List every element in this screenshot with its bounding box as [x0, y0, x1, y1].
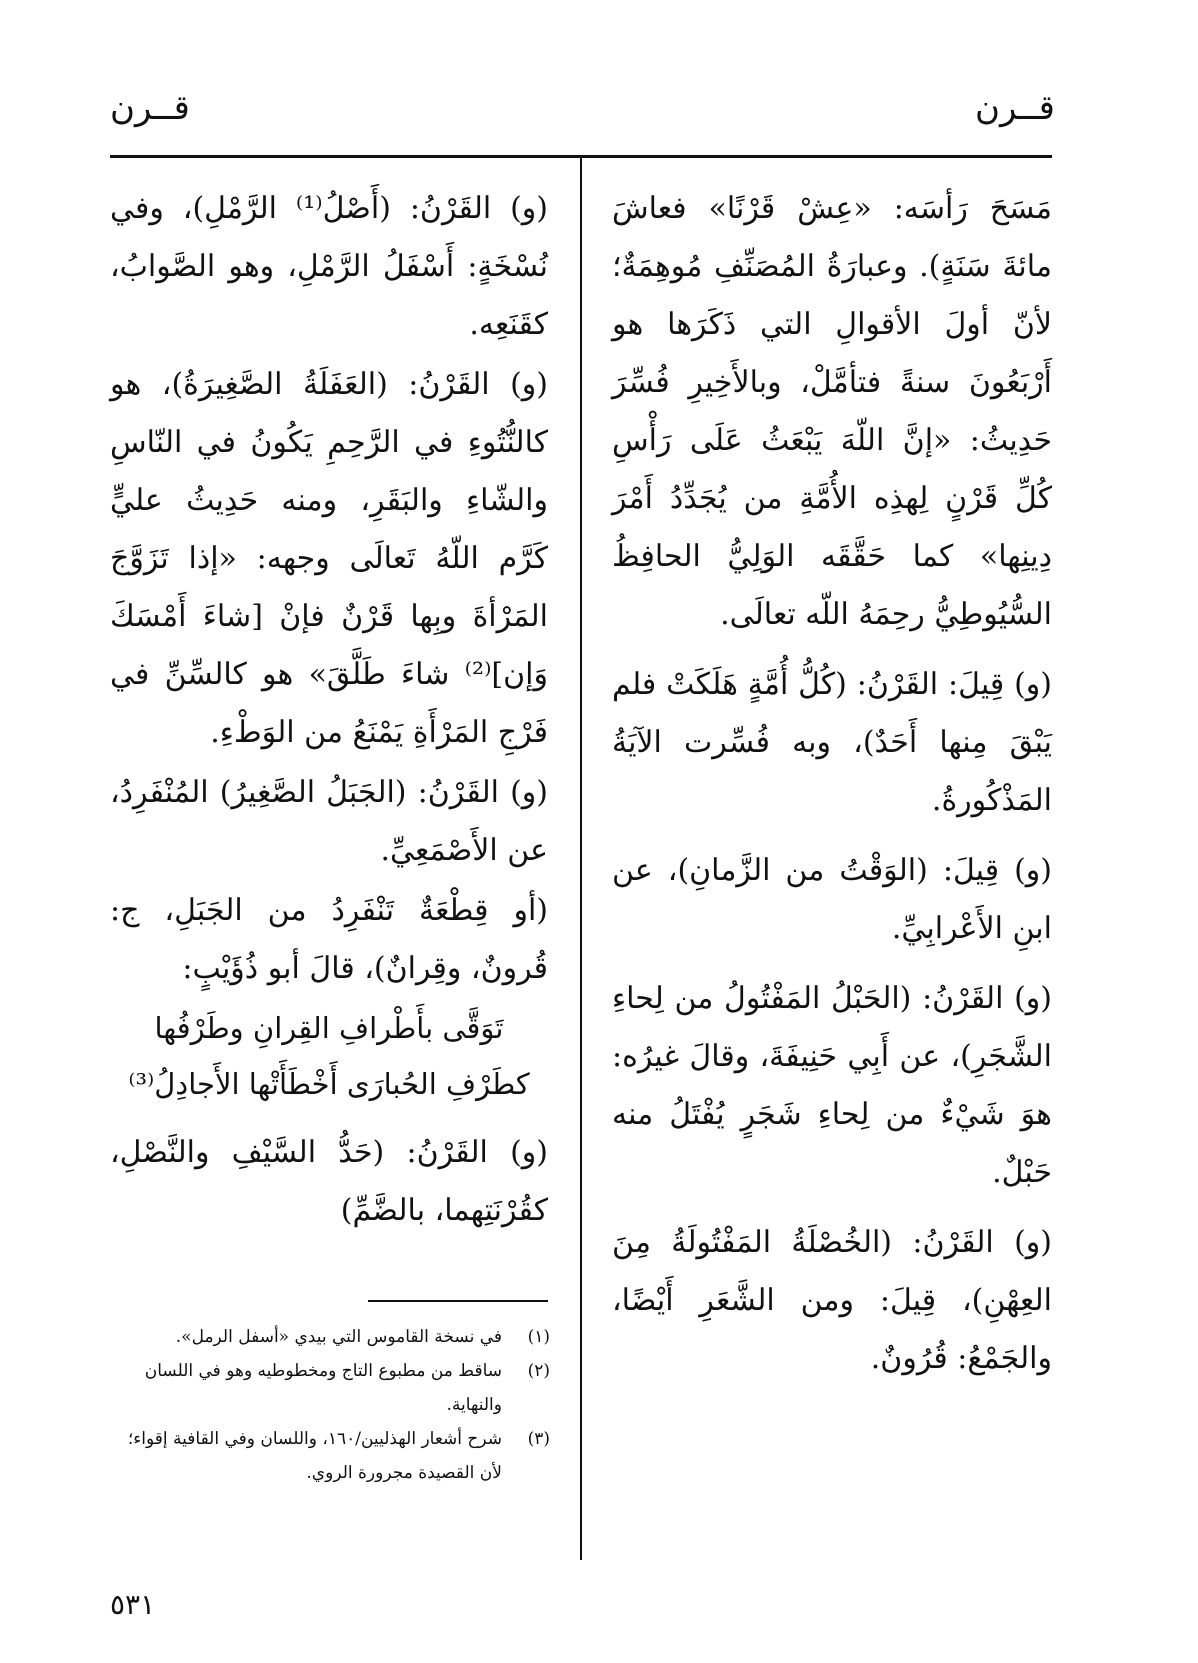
entry-paragraph: (و) قِيلَ: (الوَقْتُ من الزَّمانِ)، عن ابنِ الأَعْرابِيِّ.: [612, 853, 1052, 946]
footnote-text: ساقط من مطبوع التاج ومخطوطيه وهو في اللسان والنهاية.: [144, 1361, 502, 1415]
right-column: [612, 180, 1052, 1400]
header-left-word: قــرن: [110, 88, 190, 128]
footnote: [110, 1320, 550, 1354]
footnote: [110, 1354, 550, 1422]
verse-line: كطَرْفِ الحُبارَى أَخْطَأَتْها الأَجادِلُ⁽³⁾: [128, 1067, 530, 1101]
footnote-number: (٢): [527, 1361, 550, 1381]
column-divider: [580, 158, 582, 1560]
entry-paragraph: (و) قِيلَ: القَرْنُ: (كُلُّ أُمَّةٍ هَلَكَتْ فلم يَبْقَ مِنها أَحَدٌ)، وبه فُسِّرت الآيَةُ المَذْكُورةُ.: [612, 667, 1052, 818]
header-right-word: قــرن: [975, 88, 1055, 128]
entry-paragraph: (و) القَرْنُ: (الجَبَلُ الصَّغِيرُ) المُنْفَرِدُ، عن الأَصْمَعِيِّ.: [110, 775, 548, 868]
footnotes: [110, 1320, 550, 1490]
footnote: [110, 1422, 550, 1490]
entry-paragraph: (أو قِطْعَةٌ تَنْفَرِدُ من الجَبَلِ، ج: قُرونٌ، وقِرانٌ)، قالَ أبو ذُؤَيْبٍ:: [110, 893, 548, 986]
entry-paragraph: (و) القَرْنُ: (الخُصْلَةُ المَفْتُولَةُ مِنَ العِهْنِ)، قِيلَ: ومن الشَّعَرِ أَيْضًا، والجَمْعُ: قُرُونٌ.: [612, 1225, 1052, 1376]
entry-paragraph: (و) القَرْنُ: (العَفَلَةُ الصَّغِيرَةُ)، هو كالنُّتُوءِ في الرَّحِمِ يَكُونُ في النّاسِ والشّاءِ والبَقَرِ، ومنه حَدِيثُ عليٍّ كَرَّم اللّهُ تَعالَى وجهه: «إذا تَزَوَّجَ المَرْأةَ وبِها قَرْنٌ فإنْ [شاءَ أَمْسَكَ وَإن]⁽²⁾ شاءَ طَلَّقَ» هو كالسِّنِّ في فَرْجِ المَرْأَةِ يَمْنَعُ من الوَطْءِ.: [110, 367, 548, 750]
entry-paragraph: (و) القَرْنُ: (حَدُّ السَّيْفِ والنَّصْلِ، كقُرْنَتِهما، بالضَّمِّ): [110, 1135, 548, 1228]
page-number: ٥٣١: [110, 1588, 156, 1621]
entry-paragraph: (و) القَرْنُ: (أَصْلُ⁽¹⁾ الرَّمْلِ)، وفي نُسْخَةٍ: أَسْفَلُ الرَّمْلِ، وهو الصَّوابُ، كقَنَعِه.: [110, 191, 548, 342]
verse-line: تَوَقَّى بأَطْرافِ القِرانِ وطَرْفُها: [154, 1011, 504, 1045]
entry-paragraph: مَسَحَ رَأسَه: «عِشْ قَرْنًا» فعاشَ مائةَ سَنَةٍ). وعبارَةُ المُصَنِّفِ مُوهِمَةٌ؛ لأنّ أولَ الأقوالِ التي ذَكَرَها هو أَرْبَعُونَ سنةً فتأمَّلْ، وبالأَخِيرِ فُسِّرَ حَدِيثُ: «إنَّ اللّهَ يَبْعَثُ عَلَى رَأْسِ كُلِّ قَرْنٍ لِهذِه الأُمَّةِ من يُجَدِّدُ أَمْرَ دِينِها» كما حَقَّقَه الوَلِيُّ الحافِظُ السُّيُوطِيُّ رحِمَهُ اللّه تعالَى.: [612, 191, 1052, 632]
entry-paragraph: (و) القَرْنُ: (الحَبْلُ المَفْتُولُ من لِحاءِ الشَّجَرِ)، عن أَبِي حَنِيفَةَ، وقالَ غيرُه: هوَ شَيْءٌ من لِحاءِ شَجَرٍ يُفْتَلُ منه حَبْلٌ.: [612, 981, 1052, 1190]
left-column: [110, 180, 548, 1252]
footnote-number: (١): [527, 1327, 550, 1347]
footnote-number: (٣): [527, 1429, 550, 1449]
footnote-text: شرح أشعار الهذليين/١٦٠، واللسان وفي القافية إقواء؛ لأن القصيدة مجرورة الروي.: [127, 1429, 502, 1483]
footnote-rule: [368, 1300, 548, 1302]
footnote-text: في نسخة القاموس التي بيدي «أسفل الرمل».: [175, 1327, 502, 1347]
